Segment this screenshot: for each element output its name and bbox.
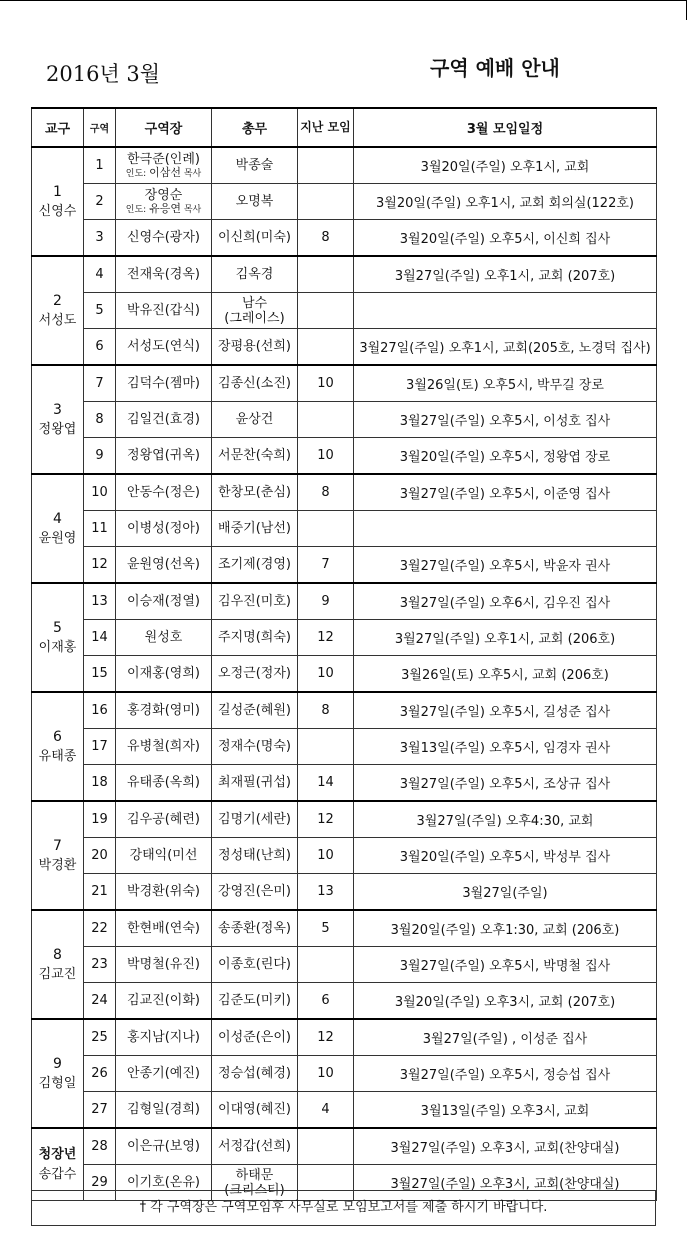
- zone-deacon: [212, 801, 298, 838]
- leader-name: 김교진(이화): [127, 993, 200, 1008]
- district-pastor-name: 김교진: [38, 966, 77, 982]
- past-meeting-count: 10: [298, 838, 354, 874]
- leader-name: 전재욱(경옥): [127, 267, 200, 282]
- deacon-name: 최재필(귀섭): [218, 775, 291, 790]
- zone-leader: [116, 220, 212, 257]
- district-cell: [32, 1019, 84, 1128]
- meeting-schedule: 3월27일(주일) 오후5시, 이성호 집사: [354, 402, 657, 438]
- leader-name: 정왕엽(귀옥): [127, 448, 200, 463]
- district-cell: [32, 365, 84, 474]
- zone-leader: [116, 293, 212, 329]
- past-meeting-count: 5: [298, 910, 354, 947]
- zone-leader: [116, 692, 212, 729]
- zone-leader: [116, 765, 212, 802]
- zone-deacon: [212, 365, 298, 402]
- zone-number: 5: [84, 293, 116, 329]
- officiant-title: 목사: [180, 168, 202, 179]
- deacon-name: 오정근(정자): [218, 666, 291, 681]
- district-number: 2: [53, 292, 62, 309]
- table-header-row: [32, 108, 657, 147]
- zone-leader: [116, 656, 212, 693]
- zone-leader: [116, 620, 212, 656]
- table-row: [32, 511, 657, 547]
- past-meeting-count: [298, 329, 354, 366]
- leader-name: 원성호: [144, 630, 183, 645]
- zone-deacon: [212, 765, 298, 802]
- past-meeting-count: [298, 147, 354, 184]
- district-cell: [32, 692, 84, 801]
- deacon-name: 김우진(미호): [218, 594, 291, 609]
- zone-deacon: [212, 583, 298, 620]
- table-row: [32, 947, 657, 983]
- zone-leader: [116, 329, 212, 366]
- table-row: [32, 692, 657, 729]
- deacon-name: 서정갑(선희): [218, 1139, 291, 1154]
- zone-number: 2: [84, 184, 116, 220]
- zone-deacon: [212, 293, 298, 329]
- meeting-schedule: 3월27일(주일) 오후5시, 조상규 집사: [354, 765, 657, 802]
- deacon-name: 강영진(은미): [218, 884, 291, 899]
- zone-deacon: [212, 656, 298, 693]
- zone-number: 13: [84, 583, 116, 620]
- officiant-name: 유응연: [149, 201, 181, 215]
- table-row: [32, 1092, 657, 1129]
- meeting-schedule: 3월20일(주일) 오후1:30, 교회 (206호): [354, 910, 657, 947]
- leader-name: 이병성(정아): [127, 521, 200, 536]
- zone-number: 4: [84, 256, 116, 293]
- zone-leader: [116, 547, 212, 584]
- zone-deacon: [212, 620, 298, 656]
- leader-name: 안동수(정은): [127, 485, 200, 500]
- zone-deacon: [212, 947, 298, 983]
- meeting-schedule: 3월27일(주일) 오후1시, 교회 (206호): [354, 620, 657, 656]
- zone-deacon: [212, 983, 298, 1020]
- table-row: [32, 438, 657, 475]
- column-header-past-meetings: 지난 모임: [298, 108, 354, 147]
- zone-deacon: [212, 329, 298, 366]
- past-meeting-count: 7: [298, 547, 354, 584]
- district-pastor-name: 정왕엽: [38, 421, 77, 437]
- deacon-name: 정승섭(혜경): [218, 1066, 291, 1081]
- district-number: 5: [53, 619, 62, 636]
- deacon-name: 서문찬(숙희): [218, 448, 291, 463]
- past-meeting-count: [298, 293, 354, 329]
- table-row: [32, 220, 657, 257]
- column-header-schedule: 3월 모임일정: [354, 108, 657, 147]
- officiant-name: 이삼선: [149, 165, 181, 179]
- table-row: [32, 874, 657, 911]
- zone-deacon: [212, 838, 298, 874]
- zone-number: 21: [84, 874, 116, 911]
- district-number: 6: [53, 728, 62, 745]
- table-row: [32, 402, 657, 438]
- zone-deacon: [212, 1128, 298, 1165]
- column-header-deacon: 총무: [212, 108, 298, 147]
- table-row: [32, 729, 657, 765]
- table-row: [32, 1019, 657, 1056]
- meeting-schedule: 3월20일(주일) 오후1시, 교회: [354, 147, 657, 184]
- deacon-name: 송종환(정옥): [218, 921, 291, 936]
- table-row: [32, 983, 657, 1020]
- meeting-schedule: 3월13일(주일) 오후3시, 교회: [354, 1092, 657, 1129]
- meeting-schedule: 3월27일(주일) , 이성준 집사: [354, 1019, 657, 1056]
- zone-number: 16: [84, 692, 116, 729]
- leader-name: 김형일(경희): [127, 1102, 200, 1117]
- zone-leader: [116, 147, 212, 184]
- deacon-name: 이대영(혜진): [218, 1102, 291, 1117]
- zone-number: 10: [84, 474, 116, 511]
- past-meeting-count: 12: [298, 801, 354, 838]
- past-meeting-count: [298, 947, 354, 983]
- zone-deacon: [212, 220, 298, 257]
- past-meeting-count: [298, 402, 354, 438]
- leader-name: 강태익(미선: [129, 848, 198, 863]
- zone-number: 23: [84, 947, 116, 983]
- meeting-schedule: [354, 511, 657, 547]
- district-schedule-table: [31, 107, 657, 1201]
- deacon-name: 오명복: [235, 194, 274, 209]
- table-row: [32, 474, 657, 511]
- deacon-name: 길성준(혜원): [218, 703, 291, 718]
- zone-leader: [116, 438, 212, 475]
- zone-number: 24: [84, 983, 116, 1020]
- past-meeting-count: 8: [298, 692, 354, 729]
- leader-officiant: [116, 203, 211, 216]
- table-row: [32, 547, 657, 584]
- deacon-name: 한창모(춘심): [218, 485, 291, 500]
- zone-leader: [116, 1019, 212, 1056]
- zone-leader: [116, 729, 212, 765]
- zone-number: 15: [84, 656, 116, 693]
- zone-number: 12: [84, 547, 116, 584]
- zone-number: 3: [84, 220, 116, 257]
- leader-name: 이기호(온유): [127, 1175, 200, 1190]
- meeting-schedule: 3월26일(토) 오후5시, 박무길 장로: [354, 365, 657, 402]
- past-meeting-count: 12: [298, 620, 354, 656]
- deacon-name: 하태문: [235, 1167, 274, 1183]
- table-row: [32, 1056, 657, 1092]
- district-pastor-name: 김형일: [38, 1075, 77, 1091]
- zone-deacon: [212, 147, 298, 184]
- leader-name: 박경환(위숙): [127, 884, 200, 899]
- leader-name: 이재홍(영희): [127, 666, 200, 681]
- leader-name: 홍경화(영미): [127, 703, 200, 718]
- zone-deacon: [212, 729, 298, 765]
- meeting-schedule: 3월27일(주일) 오후3시, 교회(찬양대실): [354, 1165, 657, 1201]
- district-number: 4: [53, 510, 62, 527]
- zone-deacon: [212, 402, 298, 438]
- zone-number: 28: [84, 1128, 116, 1165]
- meeting-schedule: 3월27일(주일) 오후3시, 교회(찬양대실): [354, 1128, 657, 1165]
- district-cell: [32, 474, 84, 583]
- leader-name: 박명철(유진): [127, 957, 200, 972]
- deacon-name: 김명기(세란): [218, 812, 291, 827]
- table-row: [32, 583, 657, 620]
- zone-leader: [116, 1092, 212, 1129]
- meeting-schedule: 3월27일(주일) 오후6시, 김우진 집사: [354, 583, 657, 620]
- meeting-schedule: 3월20일(주일) 오후5시, 정왕엽 장로: [354, 438, 657, 475]
- leader-name: 이은규(보영): [127, 1139, 200, 1154]
- zone-leader: [116, 402, 212, 438]
- table-row: [32, 293, 657, 329]
- meeting-schedule: 3월26일(토) 오후5시, 교회 (206호): [354, 656, 657, 693]
- zone-deacon: [212, 1056, 298, 1092]
- district-number: 9: [53, 1055, 62, 1072]
- past-meeting-count: [298, 256, 354, 293]
- zone-leader: [116, 256, 212, 293]
- district-title: 청장년: [38, 1146, 77, 1162]
- deacon-name: 박종술: [235, 158, 274, 173]
- past-meeting-count: 10: [298, 656, 354, 693]
- past-meeting-count: [298, 184, 354, 220]
- zone-leader: [116, 365, 212, 402]
- past-meeting-count: 12: [298, 1019, 354, 1056]
- past-meeting-count: 10: [298, 1056, 354, 1092]
- district-pastor-name: 유태종: [38, 748, 77, 764]
- district-number: 3: [53, 401, 62, 418]
- leader-name: 김덕수(젬마): [127, 376, 200, 391]
- district-cell: [32, 147, 84, 256]
- district-cell: [32, 583, 84, 692]
- column-header-district: 교구: [32, 108, 84, 147]
- leader-name: 한극준(인례): [127, 151, 200, 167]
- past-meeting-count: 9: [298, 583, 354, 620]
- district-number: 7: [53, 837, 62, 854]
- district-pastor-name: 신영수: [38, 203, 77, 219]
- deacon-name: 장평용(선희): [218, 339, 291, 354]
- leader-name: 안종기(예진): [127, 1066, 200, 1081]
- table-row: [32, 765, 657, 802]
- district-pastor-name: 이재홍: [38, 639, 77, 655]
- zone-number: 9: [84, 438, 116, 475]
- deacon-name: 이성준(은이): [218, 1030, 291, 1045]
- zone-leader: [116, 801, 212, 838]
- past-meeting-count: 8: [298, 474, 354, 511]
- zone-leader: [116, 1056, 212, 1092]
- zone-deacon: [212, 692, 298, 729]
- meeting-schedule: 3월27일(주일): [354, 874, 657, 911]
- meeting-schedule: 3월27일(주일) 오후5시, 박명철 집사: [354, 947, 657, 983]
- past-meeting-count: [298, 729, 354, 765]
- meeting-schedule: 3월20일(주일) 오후3시, 교회 (207호): [354, 983, 657, 1020]
- district-pastor-name: 서성도: [38, 312, 77, 328]
- table-row: [32, 656, 657, 693]
- table-row: [32, 147, 657, 184]
- meeting-schedule: 3월27일(주일) 오후4:30, 교회: [354, 801, 657, 838]
- deacon-name: 이종호(린다): [218, 957, 291, 972]
- officiant-prefix: 인도:: [125, 168, 150, 179]
- meeting-schedule: 3월27일(주일) 오후5시, 이준영 집사: [354, 474, 657, 511]
- zone-deacon: [212, 184, 298, 220]
- table-row: [32, 838, 657, 874]
- deacon-name: 김준도(미키): [218, 993, 291, 1008]
- deacon-name-extra: (그레이스): [224, 310, 285, 326]
- table-row: [32, 256, 657, 293]
- past-meeting-count: 6: [298, 983, 354, 1020]
- district-cell: [32, 910, 84, 1019]
- zone-number: 20: [84, 838, 116, 874]
- zone-number: 27: [84, 1092, 116, 1129]
- zone-leader: [116, 874, 212, 911]
- zone-number: 1: [84, 147, 116, 184]
- zone-number: 18: [84, 765, 116, 802]
- zone-leader: [116, 910, 212, 947]
- leader-name: 이승재(정열): [127, 594, 200, 609]
- meeting-schedule: [354, 293, 657, 329]
- zone-leader: [116, 474, 212, 511]
- meeting-schedule: 3월27일(주일) 오후5시, 박윤자 권사: [354, 547, 657, 584]
- leader-name: 박유진(갑식): [127, 303, 200, 318]
- table-body: [32, 147, 657, 1201]
- zone-deacon: [212, 874, 298, 911]
- past-meeting-count: [298, 511, 354, 547]
- meeting-schedule: 3월27일(주일) 오후5시, 정승섭 집사: [354, 1056, 657, 1092]
- deacon-name: 정성태(난희): [218, 848, 291, 863]
- meeting-schedule: 3월13일(주일) 오후5시, 임경자 권사: [354, 729, 657, 765]
- leader-name: 장영순: [144, 187, 183, 203]
- zone-leader: [116, 983, 212, 1020]
- zone-number: 26: [84, 1056, 116, 1092]
- past-meeting-count: [298, 1128, 354, 1165]
- zone-leader: [116, 1128, 212, 1165]
- footer-note: † 각 구역장은 구역모임후 사무실로 모임보고서를 제출 하시기 바랍니다.: [31, 1190, 656, 1226]
- district-pastor-name: 송갑수: [38, 1166, 77, 1182]
- past-meeting-count: 8: [298, 220, 354, 257]
- deacon-name: 정재수(명숙): [218, 739, 291, 754]
- table-row: [32, 801, 657, 838]
- leader-name: 김우공(혜련): [127, 812, 200, 827]
- meeting-schedule: 3월27일(주일) 오후1시, 교회(205호, 노경덕 집사): [354, 329, 657, 366]
- leader-name: 유병철(희자): [127, 739, 200, 754]
- zone-deacon: [212, 438, 298, 475]
- district-number: 8: [53, 946, 62, 963]
- zone-deacon: [212, 1019, 298, 1056]
- zone-number: 8: [84, 402, 116, 438]
- table-row: [32, 184, 657, 220]
- table-row: [32, 620, 657, 656]
- officiant-prefix: 인도:: [125, 204, 150, 215]
- leader-name: 홍지남(지나): [127, 1030, 200, 1045]
- past-meeting-count: 4: [298, 1092, 354, 1129]
- deacon-name: 조기제(경영): [218, 557, 291, 572]
- meeting-schedule: 3월20일(주일) 오후5시, 이신희 집사: [354, 220, 657, 257]
- top-border-line: [0, 0, 687, 1]
- zone-leader: [116, 511, 212, 547]
- deacon-name: 남수: [241, 295, 268, 311]
- zone-deacon: [212, 256, 298, 293]
- meeting-schedule: 3월20일(주일) 오후1시, 교회 회의실(122호): [354, 184, 657, 220]
- zone-deacon: [212, 910, 298, 947]
- district-pastor-name: 윤원영: [38, 530, 77, 546]
- column-header-leader: 구역장: [116, 108, 212, 147]
- leader-name: 윤원영(선옥): [127, 557, 200, 572]
- zone-number: 6: [84, 329, 116, 366]
- zone-deacon: [212, 547, 298, 584]
- leader-name: 김일건(효경): [127, 412, 200, 427]
- deacon-name: 김옥경: [235, 267, 274, 282]
- zone-leader: [116, 583, 212, 620]
- zone-leader: [116, 947, 212, 983]
- leader-name: 서성도(연식): [127, 339, 200, 354]
- page-title: 구역 예배 안내: [430, 56, 560, 80]
- deacon-name: 주지명(희숙): [218, 630, 291, 645]
- meeting-schedule: 3월27일(주일) 오후1시, 교회 (207호): [354, 256, 657, 293]
- zone-number: 19: [84, 801, 116, 838]
- deacon-name: 윤상건: [235, 412, 274, 427]
- past-meeting-count: 10: [298, 365, 354, 402]
- table-row: [32, 365, 657, 402]
- leader-name: 한현배(연숙): [127, 921, 200, 936]
- deacon-name: 이신희(미숙): [218, 230, 291, 245]
- district-cell: [32, 801, 84, 910]
- deacon-name: 김종신(소진): [218, 376, 291, 391]
- zone-number: 14: [84, 620, 116, 656]
- schedule-date: 2016년 3월: [46, 62, 161, 86]
- past-meeting-count: 10: [298, 438, 354, 475]
- leader-name: 신영수(광자): [127, 230, 200, 245]
- zone-number: 7: [84, 365, 116, 402]
- meeting-schedule: 3월20일(주일) 오후5시, 박성부 집사: [354, 838, 657, 874]
- meeting-schedule: 3월27일(주일) 오후5시, 길성준 집사: [354, 692, 657, 729]
- table-row: [32, 910, 657, 947]
- zone-leader: [116, 838, 212, 874]
- deacon-name-extra: (크리스티): [224, 1182, 285, 1198]
- zone-number: 25: [84, 1019, 116, 1056]
- past-meeting-count: 14: [298, 765, 354, 802]
- leader-officiant: [116, 167, 211, 180]
- zone-number: 22: [84, 910, 116, 947]
- zone-number: 11: [84, 511, 116, 547]
- column-header-number: 구역: [84, 108, 116, 147]
- zone-deacon: [212, 474, 298, 511]
- deacon-name: 배중기(남선): [218, 521, 291, 536]
- zone-deacon: [212, 511, 298, 547]
- zone-leader: [116, 184, 212, 220]
- district-pastor-name: 박경환: [38, 857, 77, 873]
- leader-name: 유태종(옥희): [127, 775, 200, 790]
- past-meeting-count: 13: [298, 874, 354, 911]
- officiant-title: 목사: [180, 204, 202, 215]
- table-row: [32, 1128, 657, 1165]
- zone-number: 29: [84, 1165, 116, 1201]
- district-number: 1: [53, 183, 62, 200]
- district-cell: [32, 256, 84, 365]
- table-row: [32, 329, 657, 366]
- zone-deacon: [212, 1092, 298, 1129]
- zone-number: 17: [84, 729, 116, 765]
